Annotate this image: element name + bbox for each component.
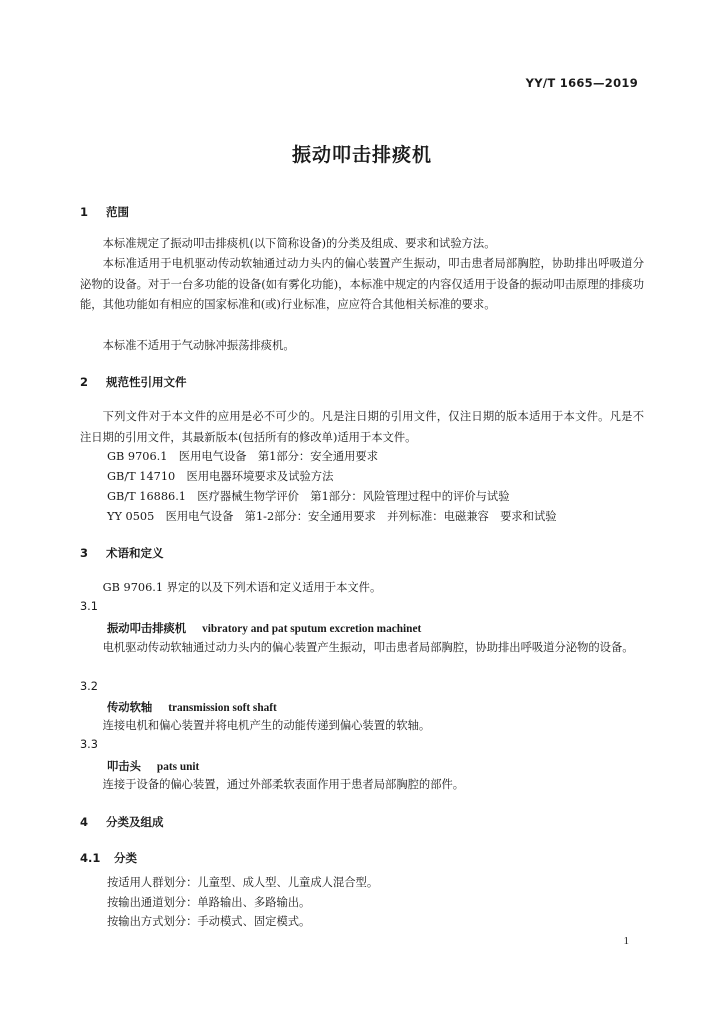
classification-item: 按输出通道划分：单路输出、多路输出。	[107, 896, 311, 909]
section-number: 2	[80, 375, 89, 389]
section-1-paragraph-1: 本标准规定了振动叩击排痰机(以下简称设备)的分类及组成、要求和试验方法。	[102, 237, 496, 250]
term-heading	[107, 699, 277, 715]
reference-code: GB 9706.1	[107, 450, 168, 463]
section-2-heading	[80, 374, 187, 390]
term-chinese: 传动软轴	[107, 701, 153, 714]
section-4-heading	[80, 814, 164, 830]
term-english: vibratory and pat sputum excretion machinet	[202, 623, 422, 635]
reference-code: GB/T 14710	[107, 470, 176, 483]
term-heading	[107, 758, 199, 774]
term-english: pats unit	[156, 761, 200, 773]
reference-title: 医用电气设备 第1部分：安全通用要求	[178, 450, 379, 463]
term-number: 3.1	[80, 600, 98, 613]
reference-item	[107, 507, 557, 528]
standard-id: YY/T 1665—2019	[525, 76, 638, 90]
section-3-intro: GB 9706.1 界定的以及下列术语和定义适用于本文件。	[102, 581, 382, 594]
section-number: 3	[80, 546, 89, 560]
section-title: 术语和定义	[106, 546, 164, 560]
term-definition: 连接电机和偏心装置并将电机产生的动能传递到偏心装置的软轴。	[102, 719, 431, 732]
term-heading	[107, 620, 421, 636]
reference-title: 医用电气设备 第1-2部分：安全通用要求 并列标准：电磁兼容 要求和试验	[165, 510, 557, 523]
term-number: 3.2	[80, 680, 98, 693]
reference-code: YY 0505	[107, 510, 155, 523]
section-1-paragraph-3: 本标准不适用于气动脉冲振荡排痰机。	[102, 339, 295, 352]
document-title: 振动叩击排痰机	[291, 144, 432, 166]
subsection-4-1-heading	[80, 850, 137, 866]
reference-item	[107, 447, 378, 468]
reference-item	[107, 467, 333, 488]
term-chinese: 振动叩击排痰机	[107, 622, 187, 635]
section-1-heading	[80, 204, 129, 220]
reference-code: GB/T 16886.1	[107, 490, 186, 503]
reference-item	[107, 487, 510, 508]
reference-title: 医疗器械生物学评价 第1部分：风险管理过程中的评价与试验	[197, 490, 510, 503]
reference-title: 医用电器环境要求及试验方法	[186, 470, 334, 483]
section-3-heading	[80, 545, 164, 561]
page-number: 1	[623, 935, 629, 947]
term-number: 3.3	[80, 738, 98, 751]
section-title: 范围	[106, 205, 129, 219]
classification-item: 按适用人群划分：儿童型、成人型、儿童成人混合型。	[107, 876, 379, 889]
section-title: 分类及组成	[106, 815, 164, 829]
classification-item: 按输出方式划分：手动模式、固定模式。	[107, 915, 311, 928]
section-2-intro: 下列文件对于本文件的应用是必不可少的。凡是注日期的引用文件，仅注日期的版本适用于本文件。凡是不注日期的引用文件，其最新版本(包括所有的修改单)适用于本文件。	[80, 410, 644, 444]
section-1-paragraph-2: 本标准适用于电机驱动传动软轴通过动力头内的偏心装置产生振动，叩击患者局部胸腔，协助排出呼吸道分泌物的设备。对于一台多功能的设备(如有雾化功能)，本标准中规定的内容仅适用于设备的振动叩击原理的排痰功能，其他功能如有相应的国家标准和(或)行业标准，应应符合其他相关标准的要求。	[80, 257, 644, 311]
section-number: 4	[80, 815, 89, 829]
subsection-number: 4.1	[80, 851, 101, 865]
term-chinese: 叩击头	[107, 760, 141, 773]
term-definition: 电机驱动传动软轴通过动力头内的偏心装置产生振动，叩击患者局部胸腔，协助排出呼吸道分泌物的设备。	[102, 641, 634, 654]
term-definition: 连接于设备的偏心装置，通过外部柔软表面作用于患者局部胸腔的部件。	[102, 778, 465, 791]
term-english: transmission soft shaft	[168, 702, 277, 714]
subsection-title: 分类	[114, 851, 137, 865]
section-title: 规范性引用文件	[106, 375, 187, 389]
section-number: 1	[80, 205, 89, 219]
